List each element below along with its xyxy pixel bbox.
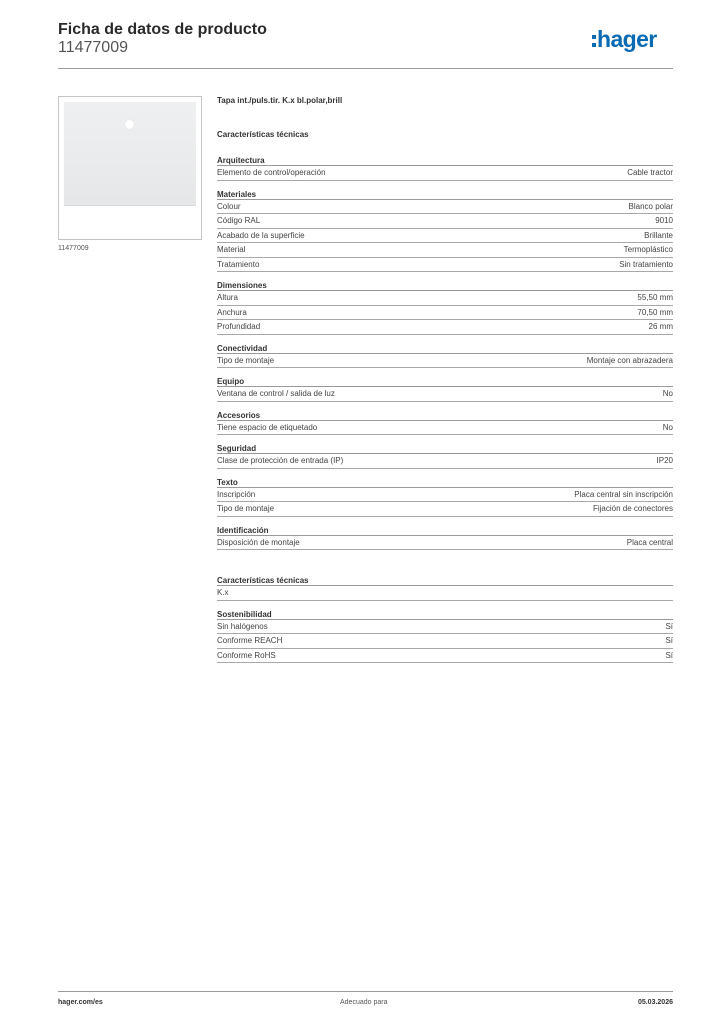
spec-label: Tratamiento — [217, 259, 260, 269]
spec-label: Acabado de la superficie — [217, 230, 305, 240]
spec-row — [217, 354, 673, 369]
spec-row — [217, 291, 673, 306]
section-title: Accesorios — [217, 410, 673, 421]
spec-value: Termoplástico — [623, 245, 673, 254]
section-title: Características técnicas — [217, 130, 309, 139]
spec-value: Blanco polar — [628, 201, 673, 211]
product-name: Tapa int./puls.tir. K.x bl.polar,brill — [217, 96, 343, 105]
spec-row — [217, 649, 673, 664]
spec-label: Altura — [217, 293, 238, 302]
spec-row — [217, 488, 673, 503]
spec-value: 70,50 mm — [637, 307, 673, 317]
hager-logo — [592, 28, 674, 56]
spec-row — [217, 586, 673, 601]
section-title: Arquitectura — [217, 155, 673, 166]
spec-value: Fijación de conectores — [592, 504, 673, 513]
section-title: Texto — [217, 477, 673, 488]
product-image-caption: 11477009 — [58, 245, 89, 252]
spec-value: Sin tratamiento — [619, 259, 673, 269]
spec-row — [217, 243, 673, 258]
section-title: Conectividad — [217, 343, 673, 354]
spec-section — [217, 575, 673, 601]
spec-label: Disposición de montaje — [217, 537, 300, 547]
footer-divider — [58, 991, 673, 992]
spec-value: Sí — [665, 621, 673, 631]
spec-value: 55,50 mm — [637, 293, 673, 302]
spec-section — [217, 443, 673, 469]
product-hole — [125, 120, 134, 129]
spec-label: Tiene espacio de etiquetado — [217, 422, 318, 432]
spec-value: Sí — [665, 636, 673, 645]
spec-row — [217, 536, 673, 551]
spec-label: Inscripción — [217, 489, 256, 499]
spec-label: Conforme RoHS — [217, 650, 276, 660]
product-image — [58, 96, 202, 240]
spec-value: Placa central sin inscripción — [574, 489, 673, 499]
spec-row — [217, 200, 673, 215]
spec-value: No — [662, 389, 673, 398]
spec-label: Tipo de montaje — [217, 504, 275, 513]
section-title: Dimensiones — [217, 280, 673, 291]
logo-text: hager — [597, 26, 657, 52]
spec-row — [217, 454, 673, 469]
spec-row — [217, 306, 673, 321]
spec-label: Material — [217, 245, 246, 254]
spec-value: Montaje con abrazadera — [586, 355, 673, 365]
product-number: 11477009 — [58, 39, 128, 56]
spec-value: 9010 — [655, 216, 673, 225]
spec-label: Ventana de control / salida de luz — [217, 389, 335, 398]
spec-row — [217, 634, 673, 649]
spec-label: Elemento de control/operación — [217, 168, 326, 177]
spec-value: IP20 — [656, 456, 673, 465]
header-divider — [58, 68, 673, 69]
footer-website[interactable]: hager.com/es — [58, 999, 103, 1006]
spec-label: Clase de protección de entrada (IP) — [217, 456, 344, 465]
spec-label: Profundidad — [217, 322, 261, 331]
spec-row — [217, 502, 673, 517]
section-title: Sostenibilidad — [217, 609, 673, 620]
spec-section — [217, 525, 673, 551]
spec-row — [217, 387, 673, 402]
spec-row — [217, 229, 673, 244]
spec-section — [217, 376, 673, 402]
spec-label: K.x — [217, 588, 229, 597]
spec-value: Placa central — [626, 537, 673, 547]
spec-row — [217, 320, 673, 335]
spec-value: No — [662, 422, 673, 432]
spec-section — [217, 477, 673, 517]
spec-section — [217, 189, 673, 273]
spec-content — [217, 94, 673, 671]
spec-row — [217, 421, 673, 436]
section-title: Equipo — [217, 376, 673, 387]
spec-section — [217, 280, 673, 335]
spec-section — [217, 343, 673, 369]
spec-section — [217, 129, 673, 140]
spec-label: Colour — [217, 201, 241, 211]
spec-value: Brillante — [644, 230, 673, 240]
spec-label: Sin halógenos — [217, 621, 268, 631]
section-title: Características técnicas — [217, 575, 673, 586]
spec-section — [217, 155, 673, 181]
section-title: Seguridad — [217, 443, 673, 454]
section-title: Identificación — [217, 525, 673, 536]
footer-note: Adecuado para — [340, 999, 388, 1006]
spec-row — [217, 620, 673, 635]
spec-sections — [217, 129, 673, 663]
spec-value: Sí — [665, 650, 673, 660]
spec-label: Código RAL — [217, 216, 261, 225]
section-title: Materiales — [217, 189, 673, 200]
spec-section — [217, 609, 673, 664]
footer-date: 05.03.2026 — [637, 999, 673, 1006]
spec-row — [217, 166, 673, 181]
spec-label: Tipo de montaje — [217, 355, 275, 365]
spec-value: Cable tractor — [627, 168, 673, 177]
page-title: Ficha de datos de producto — [58, 21, 267, 38]
spec-label: Anchura — [217, 307, 247, 317]
product-plate-illustration — [64, 102, 196, 206]
spec-row — [217, 258, 673, 273]
spec-label: Conforme REACH — [217, 636, 283, 645]
spec-row — [217, 214, 673, 229]
spec-value: 26 mm — [648, 322, 673, 331]
spec-section — [217, 410, 673, 436]
